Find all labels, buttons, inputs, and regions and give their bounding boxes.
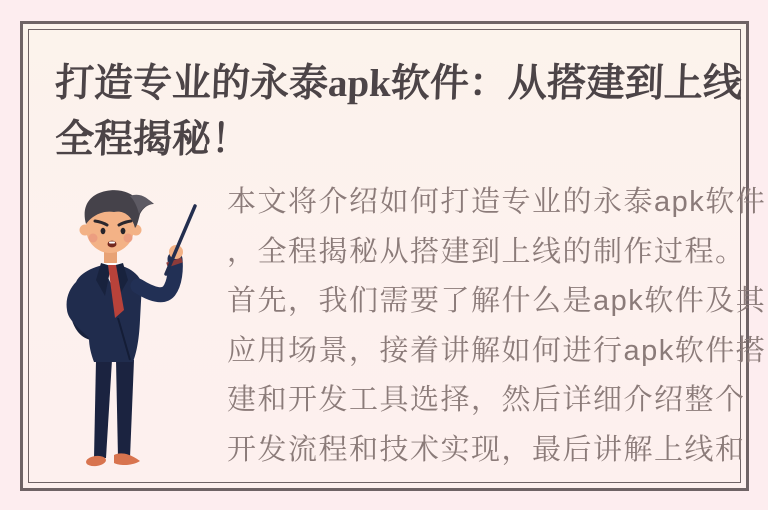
presenter-illustration-svg bbox=[48, 170, 200, 472]
article-body-line: 首先，我们需要了解什么是apk软件及其 bbox=[227, 285, 767, 317]
article-body-line: 开发流程和技术实现，最后讲解上线和 bbox=[227, 433, 746, 466]
article-body bbox=[227, 178, 767, 475]
presenter-right-leg bbox=[116, 360, 134, 458]
article-body-line: ，全程揭秘从搭建到上线的制作过程。 bbox=[227, 235, 746, 268]
article-body-line: 建和开发工具选择，然后详细介绍整个 bbox=[227, 384, 746, 416]
article-title bbox=[55, 56, 744, 168]
article-body-line: 本文将介绍如何打造专业的永泰apk软件 bbox=[227, 186, 767, 218]
article-title-line2: 全程揭秘！ bbox=[54, 118, 251, 161]
article-title-line1: 打造专业的永泰apk软件：从搭建到上线 bbox=[54, 62, 743, 105]
presenter-teeth bbox=[109, 242, 115, 244]
presenter-right-cheek bbox=[124, 234, 133, 243]
presenter-left-leg bbox=[94, 360, 112, 458]
presenter-with-pointer-illustration bbox=[48, 170, 200, 472]
presenter-right-foot bbox=[114, 453, 140, 465]
presenter-left-cheek bbox=[89, 234, 98, 243]
presenter-left-eye bbox=[101, 228, 106, 234]
presenter-right-eye bbox=[121, 228, 126, 234]
article-body-line: 应用场景，接着讲解如何进行apk软件搭 bbox=[227, 334, 767, 367]
